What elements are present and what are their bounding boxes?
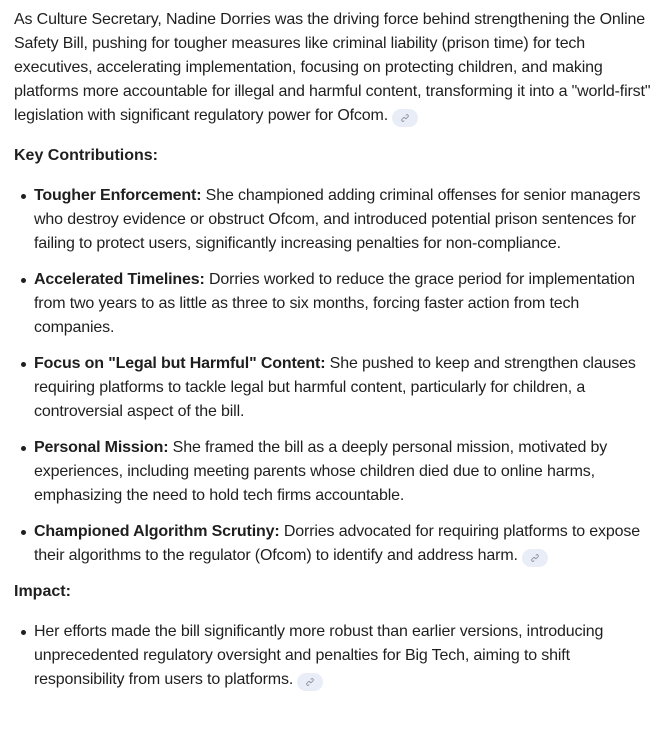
impact-list xyxy=(14,620,655,692)
item-lead: Championed Algorithm Scrutiny: xyxy=(34,523,280,540)
list-item xyxy=(34,436,655,508)
link-icon xyxy=(305,677,315,687)
impact-heading: Impact: xyxy=(14,583,71,600)
key-contributions-heading: Key Contributions: xyxy=(14,147,158,164)
item-text: She pushed to keep and strengthen clauses requiring platforms to tackle legal but harmful content, particularly for children, a controversial aspect of the bill. xyxy=(34,355,636,420)
link-icon xyxy=(530,553,540,563)
source-chip[interactable] xyxy=(297,673,323,691)
item-lead: Focus on "Legal but Harmful" Content: xyxy=(34,355,326,372)
intro-text: As Culture Secretary, Nadine Dorries was the driving force behind strengthening the Online Safety Bill, pushing for tougher measures like criminal liability (prison time) for tech executives, accelerating implementation, focusing on protecting children, and making platforms more accountable for illegal and harmful content, transforming it into a "world-first" legislation with significant regulatory power for Ofcom. xyxy=(14,11,651,124)
list-item xyxy=(34,352,655,424)
item-text: She championed adding criminal offenses for senior managers who destroy evidence or obstruct Ofcom, and introduced potential prison sentences for failing to protect users, significantly increasing penalties for non-compliance. xyxy=(34,187,641,252)
item-text: Her efforts made the bill significantly more robust than earlier versions, introducing unprecedented regulatory oversight and penalties for Big Tech, aiming to shift responsibility from users to platforms. xyxy=(34,623,604,688)
item-lead: Personal Mission: xyxy=(34,439,169,456)
key-contributions-list xyxy=(14,184,655,568)
list-item xyxy=(34,184,655,256)
item-text: Dorries worked to reduce the grace period for implementation from two years to as little as three to six months, forcing faster action from tech companies. xyxy=(34,271,635,336)
source-chip[interactable] xyxy=(522,549,548,567)
intro-paragraph xyxy=(14,8,655,128)
list-item xyxy=(34,268,655,340)
item-lead: Tougher Enforcement: xyxy=(34,187,202,204)
source-chip[interactable] xyxy=(392,109,418,127)
link-icon xyxy=(400,113,410,123)
list-item xyxy=(34,520,655,568)
item-text: Dorries advocated for requiring platforms to expose their algorithms to the regulator (Ofcom) to identify and address harm. xyxy=(34,523,640,564)
list-item xyxy=(34,620,655,692)
item-lead: Accelerated Timelines: xyxy=(34,271,205,288)
item-text: She framed the bill as a deeply personal mission, motivated by experiences, including meeting parents whose children died due to online harms, emphasizing the need to hold tech firms accountable. xyxy=(34,439,608,504)
